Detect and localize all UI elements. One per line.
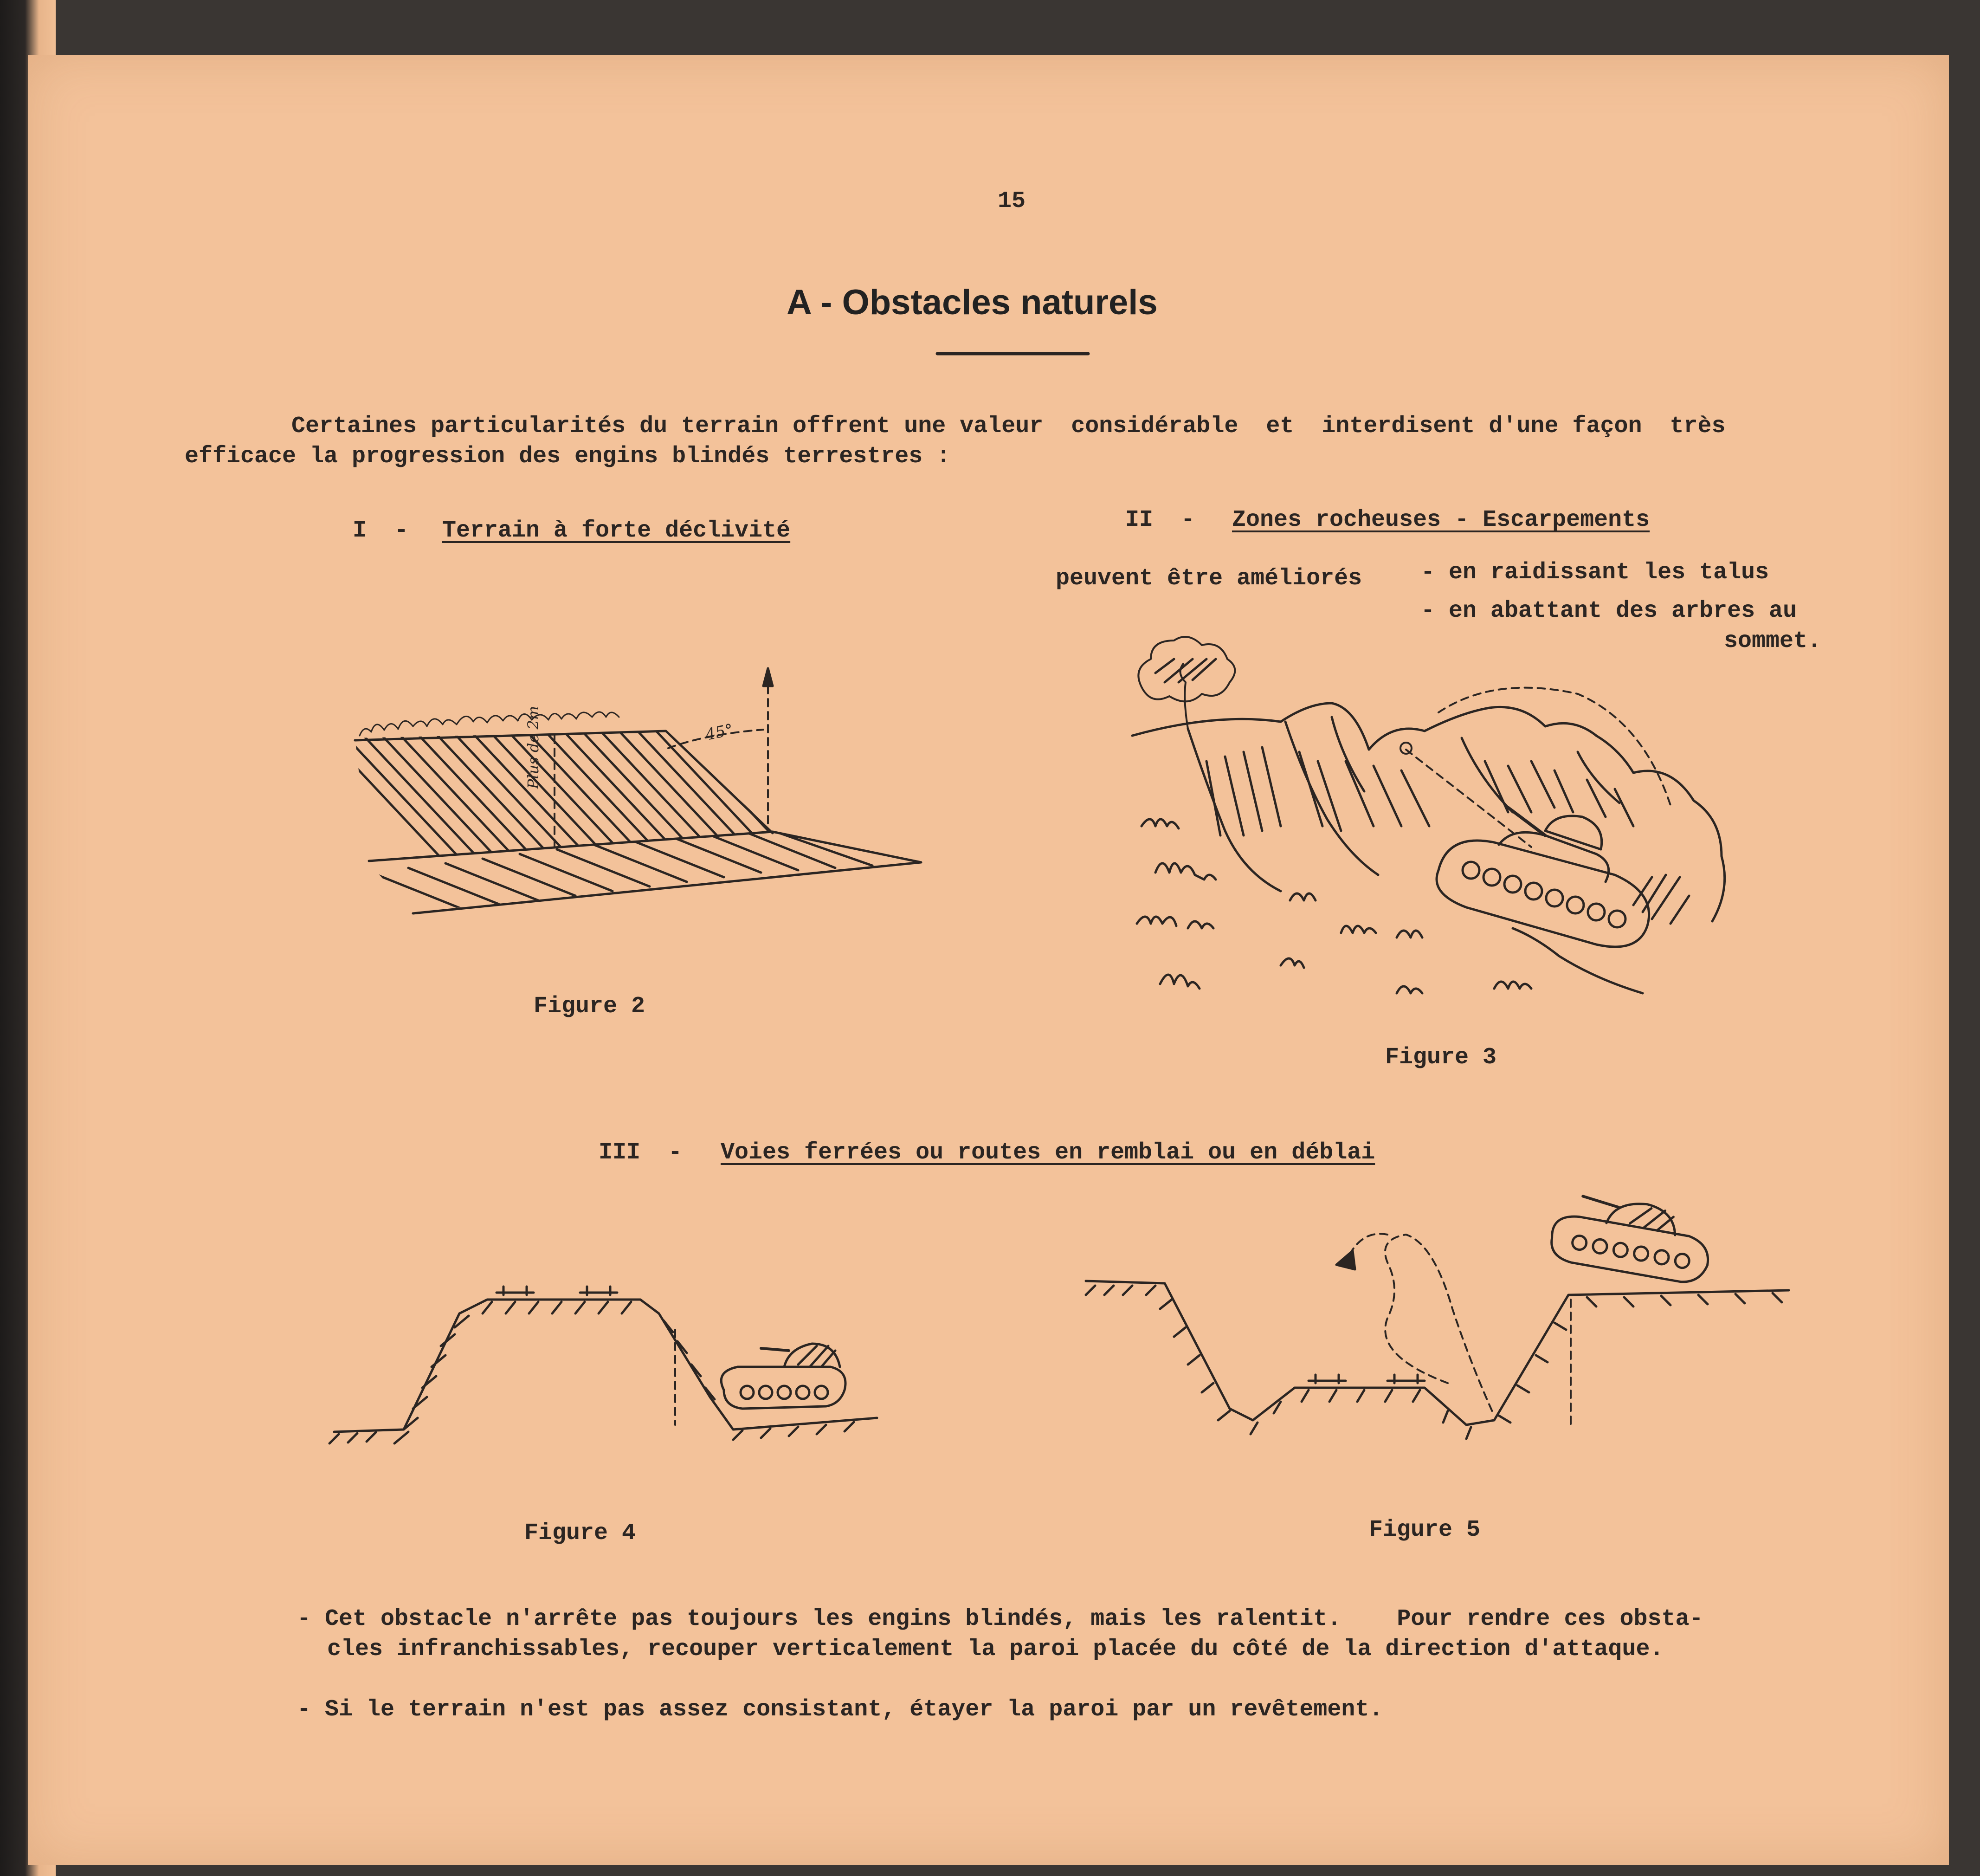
figure-2-angle-label: 45° bbox=[703, 720, 735, 744]
note-line-1: - Cet obstacle n'arrête pas toujours les engins blindés, mais les ralentit. Pour rendre ces obsta- bbox=[297, 1606, 1703, 1632]
note-line-3: - Si le terrain n'est pas assez consistant, étayer la paroi par un revêtement. bbox=[297, 1696, 1383, 1723]
section-2-item-2: - en abattant des arbres au bbox=[1421, 598, 1797, 624]
section-1-heading: Terrain à forte déclivité bbox=[442, 518, 791, 544]
section-3-number: III - bbox=[599, 1139, 683, 1166]
note-line-2: cles infranchissables, recouper verticalement la paroi placée du côté de la direction d'attaque. bbox=[327, 1636, 1664, 1663]
document-page bbox=[28, 55, 1949, 1865]
section-2-number: II - bbox=[1125, 507, 1195, 533]
figure-2-height-label: Plus de 2m bbox=[524, 705, 542, 789]
intro-line-2: efficace la progression des engins blindés terrestres : bbox=[185, 443, 951, 470]
section-2-item-1: - en raidissant les talus bbox=[1421, 559, 1769, 586]
page-number: 15 bbox=[998, 188, 1026, 214]
figure-2-caption: Figure 2 bbox=[534, 993, 645, 1020]
section-2-lead: peuvent être améliorés bbox=[1056, 565, 1362, 592]
section-3-heading: Voies ferrées ou routes en remblai ou en déblai bbox=[721, 1139, 1375, 1166]
figure-5-caption: Figure 5 bbox=[1369, 1517, 1481, 1543]
section-2-item-3: sommet. bbox=[1724, 628, 1822, 654]
section-1-number: I - bbox=[353, 518, 409, 544]
page-title: A - Obstacles naturels bbox=[787, 283, 1158, 322]
section-2-heading: Zones rocheuses - Escarpements bbox=[1232, 507, 1650, 533]
figure-4-caption: Figure 4 bbox=[524, 1520, 636, 1546]
intro-line-1: Certaines particularités du terrain offrent une valeur considérable et interdisent d'une façon très bbox=[291, 413, 1726, 440]
figure-3-caption: Figure 3 bbox=[1385, 1044, 1497, 1071]
